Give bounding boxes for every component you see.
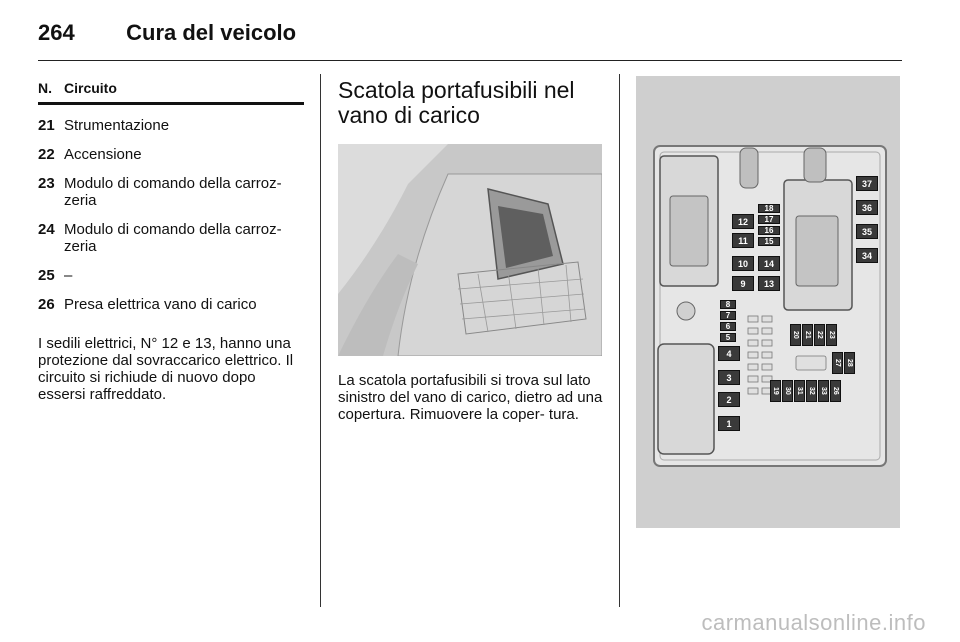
fuse-number: 23: [38, 175, 55, 192]
fuse-badge: 15: [758, 237, 780, 246]
circuit-description: Modulo di comando della carroz- zeria: [64, 221, 282, 255]
col-circuit-header: Circuito: [64, 80, 117, 96]
page-number: 264: [38, 20, 75, 45]
section-title: Scatola portafusibili nel vano di carico: [338, 77, 575, 128]
header-rule: [38, 60, 902, 61]
fuse-badge: 27: [832, 352, 843, 374]
fuse-badge: 16: [758, 226, 780, 235]
cargo-area-illustration: [338, 144, 602, 356]
fuse-badge: 11: [732, 233, 754, 248]
location-text: La scatola portafusibili si trova sul lato sinistro del vano di carico, dietro ad una copertura. Rimuovere la coper- tura.: [338, 372, 603, 423]
overload-note: I sedili elettrici, N° 12 e 13, hanno una protezione dal sovraccarico elettrico. Il circuito si richiude di nuovo dopo essersi raffreddato.: [38, 335, 294, 403]
fuse-badge: 26: [830, 380, 841, 402]
fuse-badge: 30: [782, 380, 793, 402]
fuse-badge: 9: [732, 276, 754, 291]
column-divider: [619, 74, 620, 607]
page-title: Cura del veicolo: [126, 20, 297, 45]
page-header: [38, 20, 296, 46]
circuit-description: Accensione: [64, 146, 142, 163]
table-row: [38, 175, 304, 209]
table-row: [38, 117, 304, 134]
fuse-number: 24: [38, 221, 55, 238]
fuse-badge: 18: [758, 204, 780, 213]
table-row: [38, 267, 304, 284]
fuse-badge: 35: [856, 224, 878, 239]
fuse-badge: 20: [790, 324, 801, 346]
circuit-description: –: [64, 267, 73, 284]
fuse-badge: 2: [718, 392, 740, 407]
fuse-badge: 13: [758, 276, 780, 291]
watermark: carmanualsonline.info: [701, 610, 926, 635]
column-divider: [320, 74, 321, 607]
fuse-badge: 33: [818, 380, 829, 402]
fuse-badge: 5: [720, 333, 736, 342]
fuse-badge: 8: [720, 300, 736, 309]
fuse-number: 26: [38, 296, 55, 313]
col-n-header: N.: [38, 80, 52, 96]
fuse-badge: 36: [856, 200, 878, 215]
fuse-badge: 32: [806, 380, 817, 402]
fuse-number: 22: [38, 146, 55, 163]
left-column: [38, 80, 304, 418]
fuse-badge: 7: [720, 311, 736, 320]
fuse-number: 21: [38, 117, 55, 134]
fuse-badge: 34: [856, 248, 878, 263]
fuse-number: 25: [38, 267, 55, 284]
fuse-badge: 28: [844, 352, 855, 374]
fuse-badge: 19: [770, 380, 781, 402]
fuse-badge: 21: [802, 324, 813, 346]
fuse-badge: 17: [758, 215, 780, 224]
table-row: [38, 296, 304, 313]
fuse-badge: 6: [720, 322, 736, 331]
fuse-badge: 23: [826, 324, 837, 346]
middle-column: [338, 78, 604, 438]
fuse-box-diagram: [636, 76, 900, 528]
table-row: [38, 221, 304, 255]
fuse-layout-drawing: [636, 76, 900, 528]
fuse-badge: 4: [718, 346, 740, 361]
fuse-badge: 3: [718, 370, 740, 385]
fuse-badge: 12: [732, 214, 754, 229]
circuit-description: Presa elettrica vano di carico: [64, 296, 257, 313]
cargo-area-drawing: [338, 144, 602, 356]
fuse-badge: 14: [758, 256, 780, 271]
circuit-description: Strumentazione: [64, 117, 170, 134]
fuse-badge: 10: [732, 256, 754, 271]
fuse-badge: 37: [856, 176, 878, 191]
table-header: [38, 80, 304, 105]
fuse-badge: 1: [718, 416, 740, 431]
table-row: [38, 146, 304, 163]
fuse-badge: 22: [814, 324, 825, 346]
fuse-badge: 31: [794, 380, 805, 402]
circuit-description: Modulo di comando della carroz- zeria: [64, 175, 282, 209]
